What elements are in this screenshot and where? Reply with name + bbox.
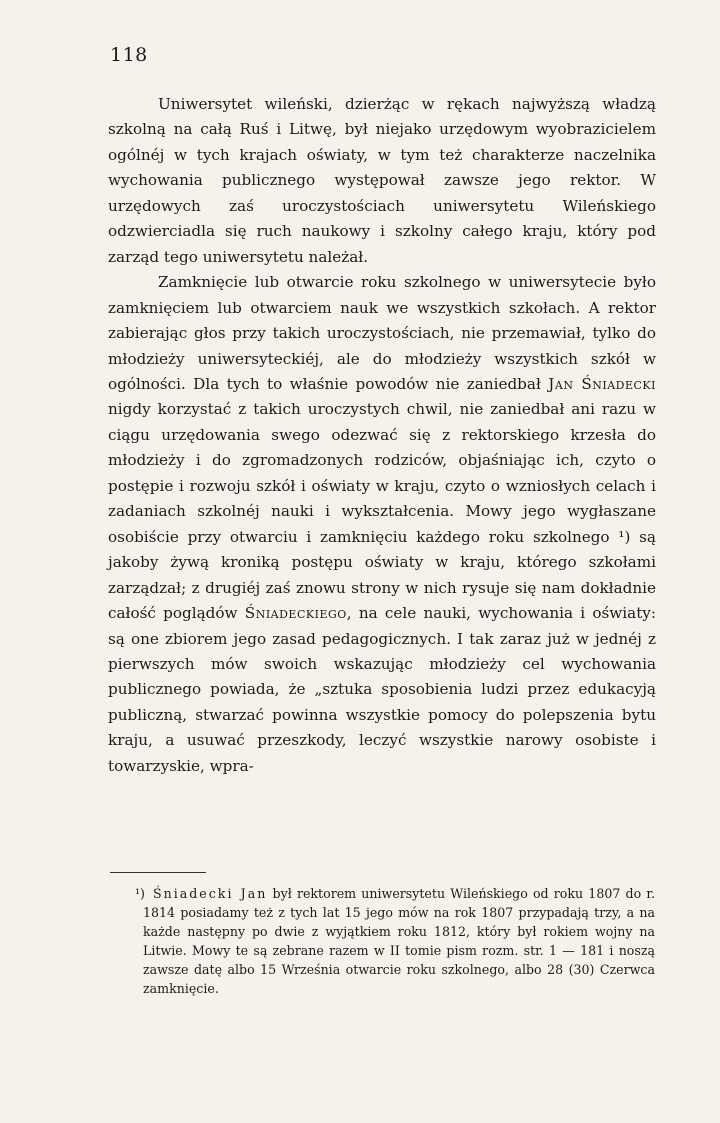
footnote-text: był rektorem uniwersytetu Wileńskiego od roku 1807 do r. 1814 posiadamy też z tych lat 15 jego mów na rok 1807 przypadają trzy, a na każde następny po dwie z wyjątkiem roku 1812, który był rokiem wojny na Litwie. Mowy te są zebrane razem w II tomie pism rozm. str. 1 — 181 i noszą zawsze datę albo 15 Września otwarcie roku szkolnego, albo 28 (30) Czerwca zamknięcie. xyxy=(143,886,655,997)
page-number: 118 xyxy=(110,44,148,66)
paragraph-1: Uniwersytet wileński, dzierżąc w rękach najwyższą władzą szkolną na całą Ruś i Litwę, był niejako urzędowym wyobrazicielem ogólnéj w tych krajach oświaty, w tym też charakterze naczelnika wychowania publicznego występował zawsze jego rektor. W urzędowych zaś uroczystościach uniwersytetu Wileńskiego odzwierciadla się ruch naukowy i szkolny całego kraju, który pod zarząd tego uniwersytetu należał. xyxy=(108,95,656,266)
footnote xyxy=(135,884,655,999)
footnote-reference: ¹) xyxy=(618,527,631,546)
main-text xyxy=(108,92,656,779)
paragraph-2-part-a: Zamknięcie lub otwarcie roku szkolnego w uniwersytecie było zamknięciem lub otwarciem nauk we wszystkich szkołach. A rektor zabierając głos przy takich uroczystościach, nie przemawiał, tylko do młodzieży uniwersyteckiéj, ale do młodzieży wszystkich szkół w ogólności. Dla tych to właśnie powodów nie zaniedbał xyxy=(108,273,656,393)
footnote-name: Śniadecki Jan xyxy=(152,886,268,901)
paragraph-2-part-b: nigdy korzystać z takich uroczystych chwil, nie zaniedbał ani razu w ciągu urzędowania swego odezwać się z rektorskiego krzesła do młodzieży i do zgromadzonych rodziców, objaśniając ich, czyto o postępie i rozwoju szkół i oświaty w kraju, czyto o wzniosłych celach i zadaniach szkolnéj nauki i wykształcenia. Mowy jego wygłaszane osobiście przy otwarciu i zamknięciu każdego roku szkolnego xyxy=(108,400,656,546)
paragraph-2-part-c: są jakoby żywą kroniką postępu oświaty w kraju, którego szkołami zarządzał; z drugiéj zaś znowu strony w nich rysuje się nam dokładnie całość poglądów xyxy=(108,527,656,623)
footnote-marker: ¹) xyxy=(135,886,145,901)
footnote-paragraph xyxy=(135,884,655,999)
author-name: Jan Śniadecki xyxy=(548,374,657,393)
footnote-divider xyxy=(110,872,206,873)
paragraph-2 xyxy=(108,270,656,779)
author-name-genitive: Śniadeckiego xyxy=(244,604,347,623)
paragraph-2-part-d: , na cele nauki, wychowania i oświaty: są one zbiorem jego zasad pedagogicznych. I tak zaraz już w jednéj z pierwszych mów swoich wskazując młodzieży cel wychowania publicznego powiada, że „sztuka sposobienia ludzi przez edukacyją publiczną, stwarzać powinna wszystkie pomocy do polepszenia bytu kraju, a usuwać przeszkody, leczyć wszystkie narowy osobiste i towarzyskie, wpra- xyxy=(108,604,657,775)
